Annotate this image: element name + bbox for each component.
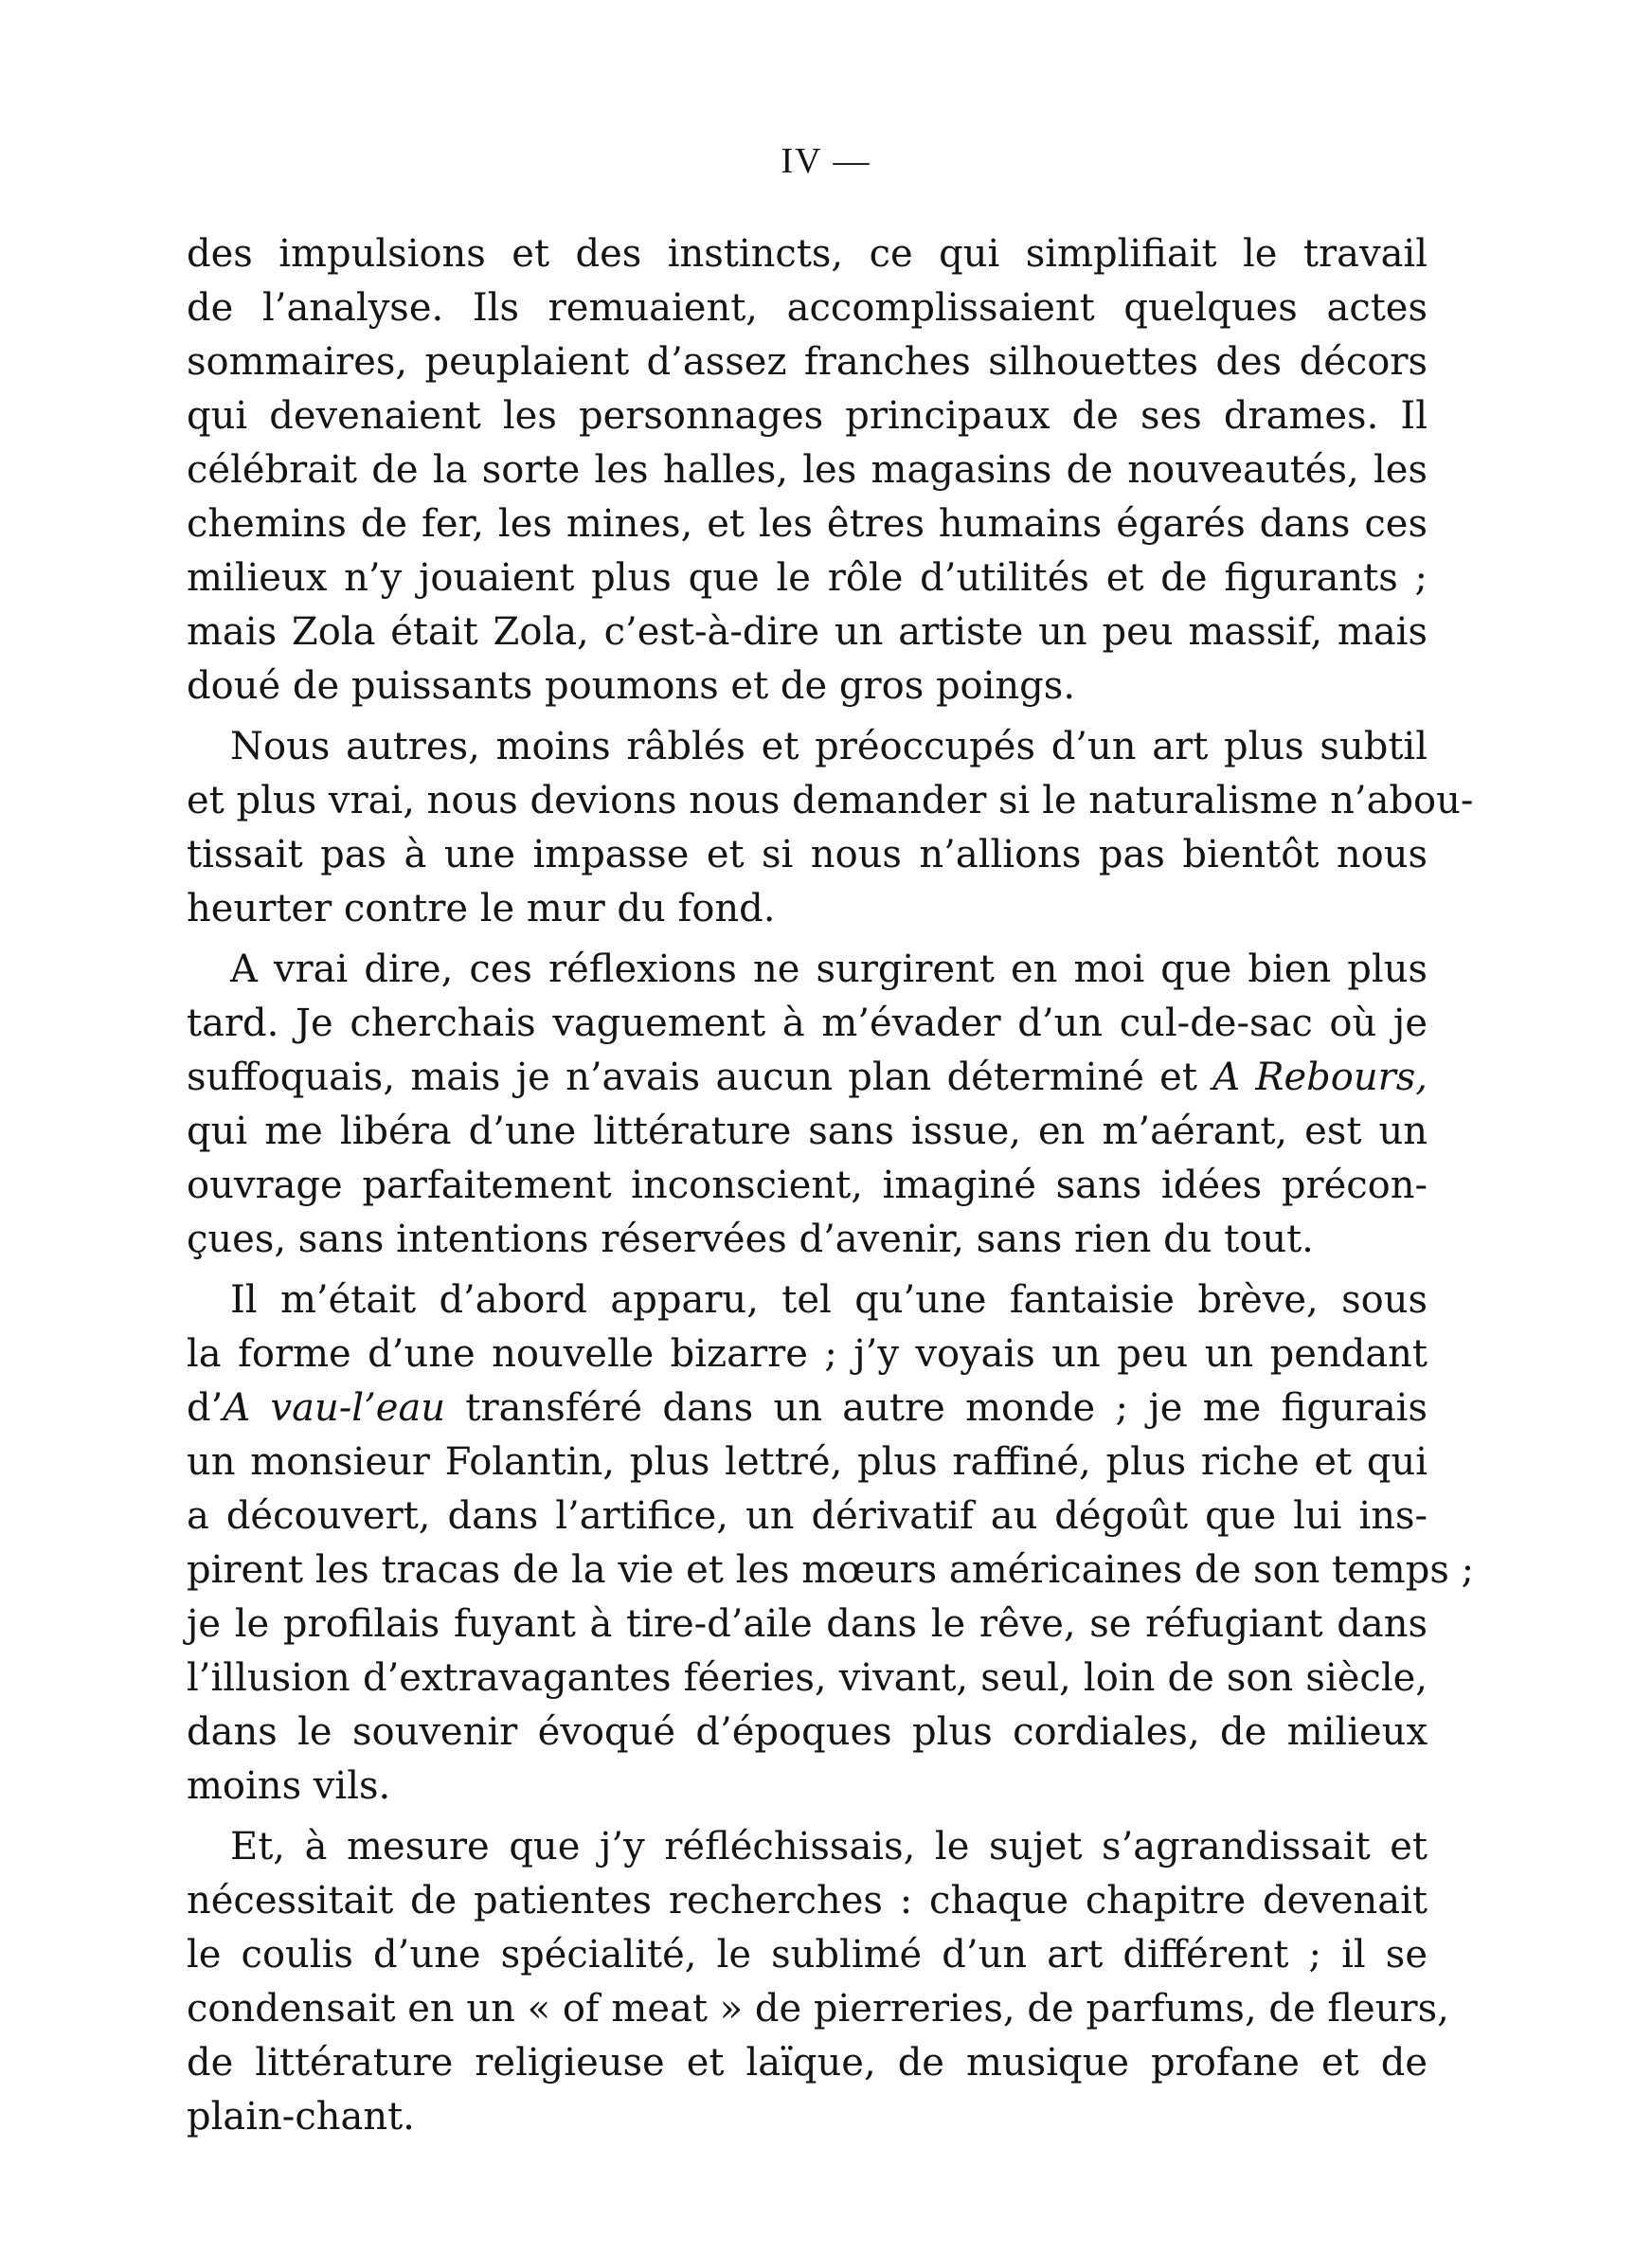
text-line: mais Zola était Zola, c’est-à-dire un artiste un peu massif, mais [187,610,1428,654]
text-line: moins vils. [187,1764,391,1808]
text-fragment: transféré dans un autre monde ; je me figurais [465,1386,1428,1430]
text-line: tard. Je cherchais vaguement à m’évader d’un cul-de-sac où je [187,1002,1428,1045]
text-line-with-title [187,1051,1428,1105]
text-line: heurter contre le mur du fond. [187,887,776,930]
text-line: Nous autres, moins râblés et préoccupés d’un art plus subtil [230,725,1428,768]
book-title-a-rebours: A Rebours, [1212,1056,1428,1099]
text-line-with-title [187,1381,1428,1435]
body-text [187,227,1475,2144]
text-line: de littérature religieuse et laïque, de musique profane et de [187,2041,1428,2085]
text-line: plain-chant. [187,2095,415,2139]
page-number: IV — [781,141,871,181]
text-line: qui me libéra d’une littérature sans issue, en m’aérant, est un [187,1110,1428,1153]
paragraph-2 [187,720,1474,936]
text-line: ouvrage parfaitement inconscient, imaginé sans idées précon- [187,1164,1428,1207]
book-title-a-vau-leau: A vau-l’eau [223,1386,446,1430]
text-line: pirent les tracas de la vie et les mœurs américaines de son temps ; [187,1548,1475,1592]
text-line: a découvert, dans l’artifice, un dérivatif au dégoût que lui ins- [187,1494,1428,1538]
text-line: sommaires, peuplaient d’assez franches silhouettes des décors [187,340,1428,384]
text-line: milieux n’y jouaient plus que le rôle d’utilités et de figurants ; [187,556,1428,600]
text-line: dans le souvenir évoqué d’époques plus cordiales, de milieux [187,1710,1428,1754]
text-line: un monsieur Folantin, plus lettré, plus raffiné, plus riche et qui [187,1440,1428,1484]
text-line: des impulsions et des instincts, ce qui simplifiait le travail [187,232,1428,276]
paragraph-5 [187,1820,1449,2144]
text-line: et plus vrai, nous devions nous demander si le naturalisme n’abou- [187,779,1474,822]
text-line: l’illusion d’extravagantes féeries, vivant, seul, loin de son siècle, [187,1656,1428,1700]
paragraph-3 [187,943,1428,1267]
paragraph-1 [187,227,1428,713]
text-line: chemins de fer, les mines, et les êtres humains égarés dans ces [187,502,1428,546]
text-fragment: suffoquais, mais je n’avais aucun plan déterminé et [187,1056,1197,1099]
text-line: nécessitait de patientes recherches : chaque chapitre devenait [187,1879,1428,1923]
text-line: qui devenaient les personnages principaux de ses drames. Il [187,394,1428,438]
paragraph-4 [187,1273,1475,1814]
text-line: Il m’était d’abord apparu, tel qu’une fantaisie brève, sous [230,1278,1428,1322]
text-line: la forme d’une nouvelle bizarre ; j’y voyais un peu un pendant [187,1332,1428,1376]
text-line: doué de puissants poumons et de gros poings. [187,664,1076,708]
text-line: célébrait de la sorte les halles, les magasins de nouveautés, les [187,448,1428,492]
text-line: le coulis d’une spécialité, le sublimé d’un art différent ; il se [187,1933,1428,1977]
text-line: de l’analyse. Ils remuaient, accomplissaient quelques actes [187,286,1428,330]
text-line: A vrai dire, ces réflexions ne surgirent en moi que bien plus [230,948,1428,991]
text-line: je le profilais fuyant à tire-d’aile dans le rêve, se réfugiant dans [187,1602,1428,1646]
text-line: tissait pas à une impasse et si nous n’allions pas bientôt nous [187,833,1428,876]
text-line: condensait en un « of meat » de pierreries, de parfums, de fleurs, [187,1987,1449,2031]
text-line: Et, à mesure que j’y réfléchissais, le sujet s’agrandissait et [230,1825,1428,1869]
text-fragment: d’ [187,1386,224,1430]
text-line: çues, sans intentions réservées d’avenir, sans rien du tout. [187,1218,1314,1261]
